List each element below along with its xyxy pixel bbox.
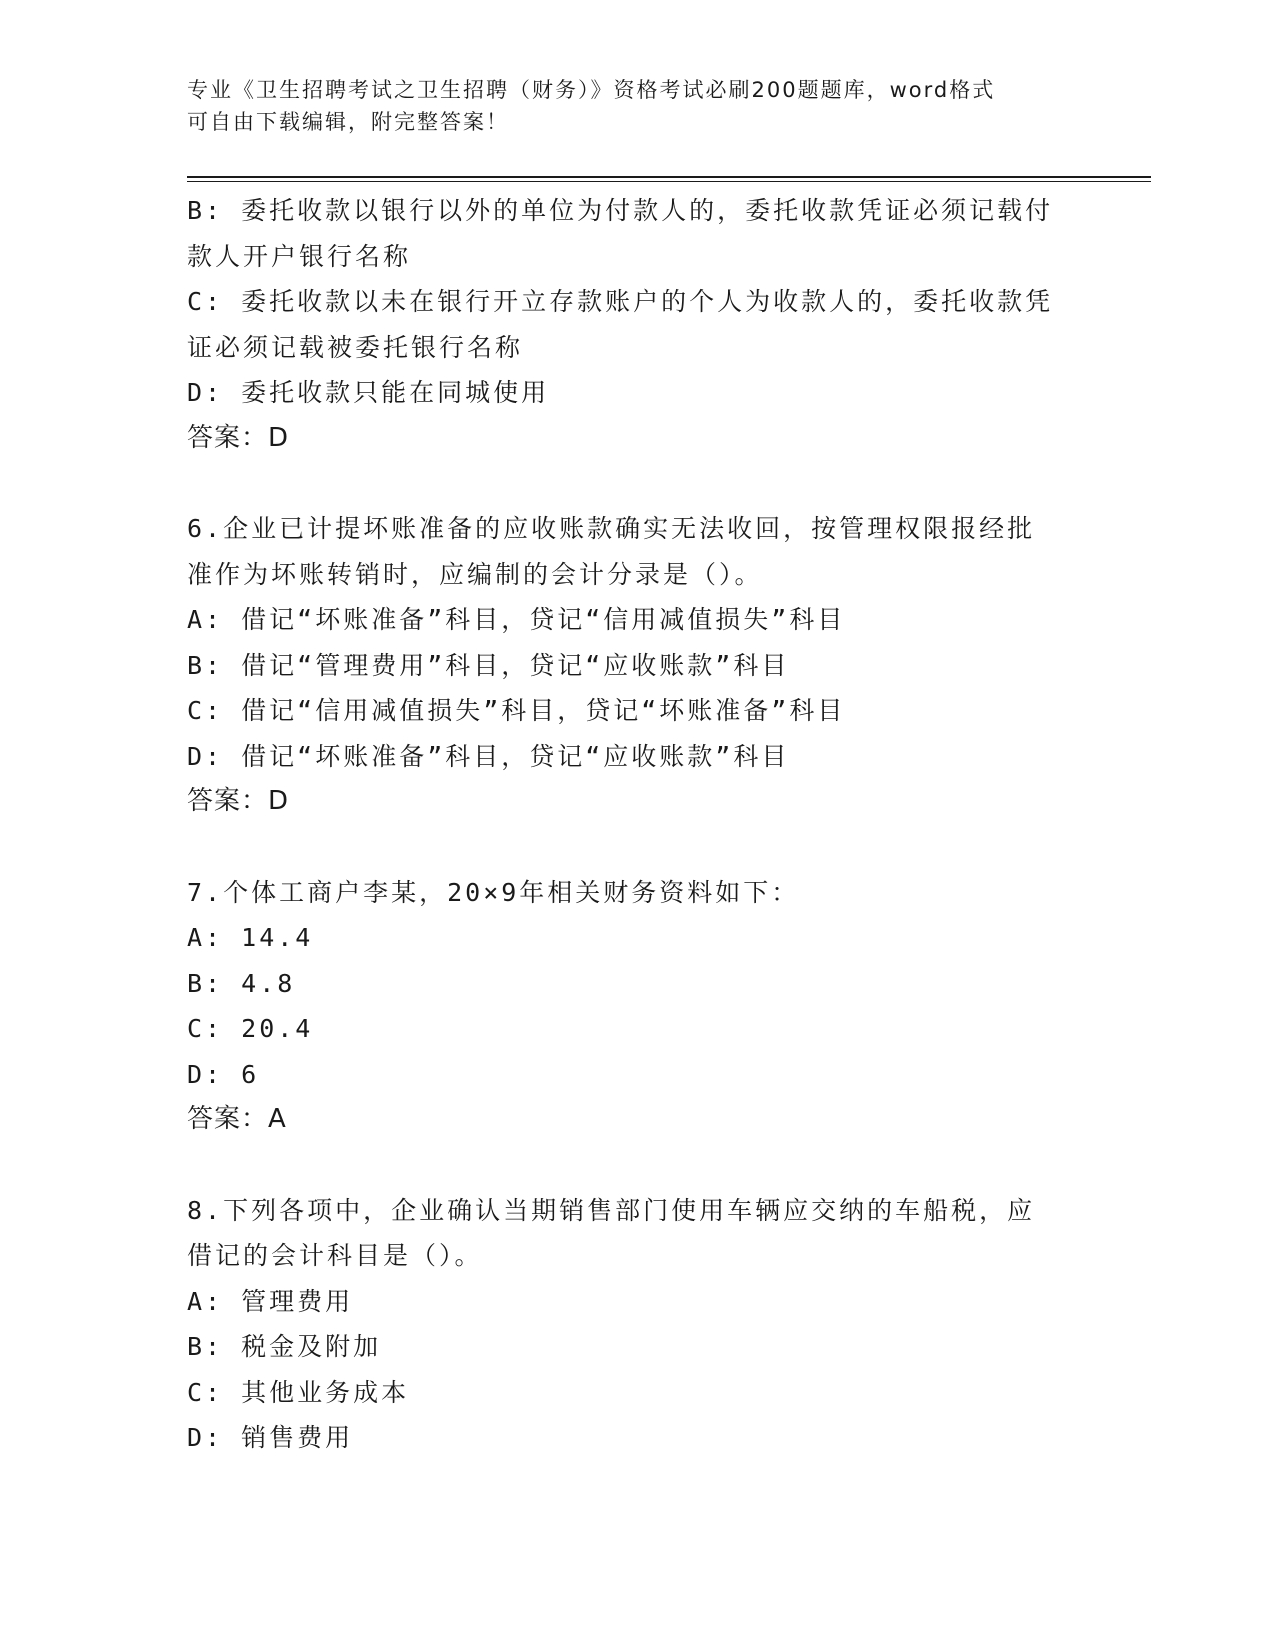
option-d: D: 借记“坏账准备”科目，贷记“应收账款”科目 [187,741,790,771]
question-7 [187,870,1087,1143]
option-a: A: 借记“坏账准备”科目，贷记“信用减值损失”科目 [187,605,846,634]
option-d: D: 6 [187,1059,260,1089]
option-a: A: 管理费用 [187,1286,354,1316]
question-6 [187,506,1087,825]
option-a: A: 14.4 [187,923,314,952]
question-stem-line2: 准作为坏账转销时，应编制的会计分录是（）。 [187,559,763,589]
option-c-line1: C: 委托收款以未在银行开立存款账户的个人为收款人的，委托收款凭 [187,287,1054,316]
answer-label: 答案：D [187,786,290,816]
option-d: D: 销售费用 [187,1423,354,1452]
option-c: C: 20.4 [187,1014,314,1043]
option-c: C: 借记“信用减值损失”科目，贷记“坏账准备”科目 [187,696,846,725]
question-stem: 7.个体工商户李某，20×9年相关财务资料如下： [187,877,800,907]
header-divider-thick [187,176,1151,178]
question-8 [187,1188,1087,1461]
option-b-line2: 款人开户银行名称 [187,241,412,271]
document-header [187,74,1087,138]
question-stem-line1: 6.企业已计提坏账准备的应收账款确实无法收回，按管理权限报经批 [187,514,1036,543]
option-d: D: 委托收款只能在同城使用 [187,378,550,407]
header-divider-thin [187,181,1151,182]
header-title-line2: 可自由下载编辑，附完整答案！ [187,110,509,134]
header-title-line1: 专业《卫生招聘考试之卫生招聘（财务）》资格考试必刷200题题库，word格式 [187,78,996,102]
option-c-line2: 证必须记载被委托银行名称 [187,332,524,362]
answer-label: 答案：A [187,1104,287,1134]
option-b: B: 税金及附加 [187,1332,382,1361]
option-c: C: 其他业务成本 [187,1377,410,1407]
question-stem-line1: 8.下列各项中，企业确认当期销售部门使用车辆应交纳的车船税，应 [187,1195,1036,1225]
question-5-continued [187,188,1087,461]
question-stem-line2: 借记的会计科目是（）。 [187,1241,483,1270]
option-b-line1: B: 委托收款以银行以外的单位为付款人的，委托收款凭证必须记载付 [187,196,1054,225]
option-b: B: 4.8 [187,968,296,998]
question-list [187,188,1087,1461]
option-b: B: 借记“管理费用”科目，贷记“应收账款”科目 [187,650,790,680]
answer-label: 答案：D [187,422,290,453]
